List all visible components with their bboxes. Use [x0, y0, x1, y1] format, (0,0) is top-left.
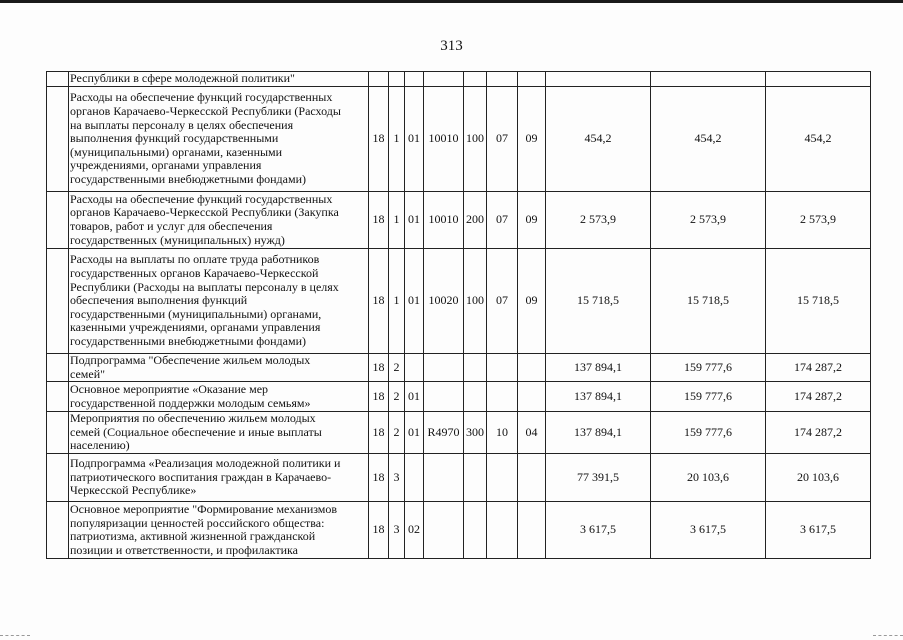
- cell-amount-year1: 77 391,5: [546, 454, 651, 502]
- description-line: государственными внебюджетными фондами): [70, 171, 307, 186]
- cell-amount-year1: 3 617,5: [546, 502, 651, 559]
- cell-subsection: [518, 72, 546, 87]
- cell-subprogram: 1: [389, 192, 405, 249]
- cell-direction: 10010: [424, 192, 464, 249]
- description-line: товаров, работ и услуг для обеспечения: [70, 219, 273, 233]
- description-line: казенными учреждениями, органами управления: [70, 320, 321, 335]
- budget-table: [46, 71, 871, 559]
- cell-event: [405, 72, 424, 87]
- cell-section: 10: [487, 412, 518, 454]
- cell-subprogram: 1: [389, 87, 405, 192]
- cell-subsection: [518, 454, 546, 502]
- cell-amount-year1: 137 894,1: [546, 354, 651, 382]
- description-line: государственных органов Карачаево-Черкесской: [70, 266, 319, 281]
- cell-description: [69, 412, 369, 454]
- cell-gr: 18: [369, 87, 389, 192]
- cell-expense-type: [464, 354, 487, 382]
- scan-mark-right: [873, 635, 903, 636]
- description-line: Расходы на обеспечение функций государственных: [70, 90, 333, 105]
- cell-section: 07: [487, 192, 518, 249]
- table-row: [47, 502, 871, 559]
- description-line: Республики в сфере молодежной политики": [70, 71, 295, 86]
- description-line: обеспечения выполнения функций: [70, 293, 248, 308]
- cell-expense-type: [464, 382, 487, 412]
- cell-amount-year3: 454,2: [766, 87, 871, 192]
- cell-subprogram: 2: [389, 412, 405, 454]
- table-body: [47, 72, 871, 559]
- cell-gr: 18: [369, 249, 389, 354]
- cell-section: 07: [487, 87, 518, 192]
- table-row: [47, 249, 871, 354]
- cell-gr: 18: [369, 354, 389, 382]
- description-line: Основное мероприятие «Оказание мер: [70, 382, 269, 397]
- cell-amount-year3: 174 287,2: [766, 354, 871, 382]
- cell-gr: 18: [369, 502, 389, 559]
- cell-index: [47, 454, 69, 502]
- cell-amount-year2: [651, 72, 766, 87]
- cell-subprogram: 2: [389, 354, 405, 382]
- cell-event: [405, 354, 424, 382]
- cell-amount-year2: 159 777,6: [651, 412, 766, 454]
- cell-expense-type: [464, 454, 487, 502]
- description-line: государственной поддержки молодым семьям»: [70, 395, 311, 410]
- table-row: [47, 192, 871, 249]
- description-line: Черкесской Республике»: [70, 483, 197, 498]
- cell-gr: 18: [369, 192, 389, 249]
- table-row: [47, 412, 871, 454]
- cell-gr: [369, 72, 389, 87]
- cell-description: [69, 454, 369, 502]
- cell-direction: [424, 354, 464, 382]
- cell-direction: [424, 454, 464, 502]
- cell-event: [405, 454, 424, 502]
- scan-mark-left: [0, 635, 30, 636]
- cell-amount-year3: 2 573,9: [766, 192, 871, 249]
- cell-direction: [424, 72, 464, 87]
- cell-direction: [424, 502, 464, 559]
- description-line: Основное мероприятие "Формирование механизмов: [70, 502, 338, 516]
- cell-direction: R4970: [424, 412, 464, 454]
- description-line: Республики (Расходы на выплаты персоналу в целях: [70, 279, 339, 294]
- cell-amount-year3: [766, 72, 871, 87]
- cell-section: [487, 454, 518, 502]
- cell-subprogram: 3: [389, 454, 405, 502]
- description-line: государственными (муниципальными) органами,: [70, 306, 322, 321]
- cell-amount-year3: 174 287,2: [766, 382, 871, 412]
- cell-subsection: [518, 382, 546, 412]
- cell-amount-year2: 15 718,5: [651, 249, 766, 354]
- cell-subprogram: [389, 72, 405, 87]
- description-line: выполнения функций государственными: [70, 131, 279, 146]
- cell-amount-year1: 2 573,9: [546, 192, 651, 249]
- description-line: Расходы на обеспечение функций государственных: [70, 191, 333, 206]
- cell-description: [69, 87, 369, 192]
- cell-amount-year1: 454,2: [546, 87, 651, 192]
- cell-expense-type: 100: [464, 87, 487, 192]
- cell-event: 02: [405, 502, 424, 559]
- description-line: (муниципальными) органами, казенными: [70, 144, 283, 159]
- cell-subsection: [518, 502, 546, 559]
- cell-index: [47, 382, 69, 412]
- description-line: Расходы на выплаты по оплате труда работников: [70, 252, 320, 267]
- cell-direction: [424, 382, 464, 412]
- cell-direction: 10020: [424, 249, 464, 354]
- cell-description: [69, 192, 369, 249]
- cell-section: [487, 382, 518, 412]
- cell-event: 01: [405, 412, 424, 454]
- cell-subprogram: 3: [389, 502, 405, 559]
- cell-expense-type: [464, 502, 487, 559]
- table-row: [47, 382, 871, 412]
- cell-index: [47, 249, 69, 354]
- cell-subsection: 09: [518, 87, 546, 192]
- cell-amount-year2: 159 777,6: [651, 354, 766, 382]
- table-row: [47, 454, 871, 502]
- cell-direction: 10010: [424, 87, 464, 192]
- cell-expense-type: [464, 72, 487, 87]
- description-line: позиции и ответственности, и профилактика: [70, 542, 298, 557]
- description-line: государственными внебюджетными фондами): [70, 333, 307, 348]
- cell-amount-year1: 137 894,1: [546, 382, 651, 412]
- cell-subsection: 09: [518, 192, 546, 249]
- cell-expense-type: 200: [464, 192, 487, 249]
- cell-amount-year2: 3 617,5: [651, 502, 766, 559]
- cell-amount-year2: 454,2: [651, 87, 766, 192]
- cell-subsection: [518, 354, 546, 382]
- cell-description: [69, 249, 369, 354]
- cell-amount-year3: 174 287,2: [766, 412, 871, 454]
- description-line: патриотизма, активной жизненной гражданской: [70, 529, 316, 544]
- cell-event: 01: [405, 382, 424, 412]
- description-line: органов Карачаево-Черкесской Республики (Расходы: [70, 104, 341, 119]
- description-line: Подпрограмма «Реализация молодежной политики и: [70, 456, 341, 471]
- cell-subprogram: 2: [389, 382, 405, 412]
- cell-amount-year2: 159 777,6: [651, 382, 766, 412]
- cell-gr: 18: [369, 454, 389, 502]
- cell-section: [487, 502, 518, 559]
- cell-index: [47, 192, 69, 249]
- cell-event: 01: [405, 87, 424, 192]
- top-border: [0, 0, 903, 3]
- cell-description: [69, 354, 369, 382]
- cell-section: [487, 354, 518, 382]
- description-line: популяризации ценностей российского общества:: [70, 515, 325, 530]
- cell-amount-year3: 15 718,5: [766, 249, 871, 354]
- cell-amount-year3: 3 617,5: [766, 502, 871, 559]
- table-row: [47, 87, 871, 192]
- cell-index: [47, 72, 69, 87]
- description-line: органов Карачаево-Черкесской Республики (Закупка: [70, 205, 339, 220]
- cell-subsection: 04: [518, 412, 546, 454]
- description-line: семей": [70, 366, 106, 381]
- cell-description: [69, 382, 369, 412]
- cell-section: [487, 72, 518, 87]
- cell-amount-year3: 20 103,6: [766, 454, 871, 502]
- cell-gr: 18: [369, 382, 389, 412]
- cell-index: [47, 354, 69, 382]
- cell-event: 01: [405, 249, 424, 354]
- description-line: Подпрограмма "Обеспечение жильем молодых: [70, 353, 311, 367]
- cell-index: [47, 412, 69, 454]
- description-line: семей (Социальное обеспечение и иные выплаты: [70, 424, 322, 439]
- table-row: [47, 354, 871, 382]
- cell-subprogram: 1: [389, 249, 405, 354]
- cell-amount-year1: 137 894,1: [546, 412, 651, 454]
- description-line: учреждениями, органами управления: [70, 158, 262, 173]
- cell-expense-type: 100: [464, 249, 487, 354]
- cell-index: [47, 87, 69, 192]
- description-line: Мероприятия по обеспечению жильем молодых: [70, 411, 316, 426]
- cell-section: 07: [487, 249, 518, 354]
- cell-index: [47, 502, 69, 559]
- description-line: населению): [70, 438, 130, 453]
- cell-description: [69, 502, 369, 559]
- description-line: патриотического воспитания граждан в Карачаево-: [70, 469, 332, 484]
- description-line: государственных (муниципальных) нужд): [70, 232, 285, 247]
- table-row: [47, 72, 871, 87]
- cell-description: [69, 72, 369, 87]
- cell-amount-year1: 15 718,5: [546, 249, 651, 354]
- description-line: на выплаты персоналу в целях обеспечения: [70, 117, 294, 132]
- cell-amount-year2: 20 103,6: [651, 454, 766, 502]
- cell-subsection: 09: [518, 249, 546, 354]
- cell-amount-year1: [546, 72, 651, 87]
- cell-event: 01: [405, 192, 424, 249]
- cell-expense-type: 300: [464, 412, 487, 454]
- page-number: 313: [440, 38, 463, 54]
- cell-amount-year2: 2 573,9: [651, 192, 766, 249]
- cell-gr: 18: [369, 412, 389, 454]
